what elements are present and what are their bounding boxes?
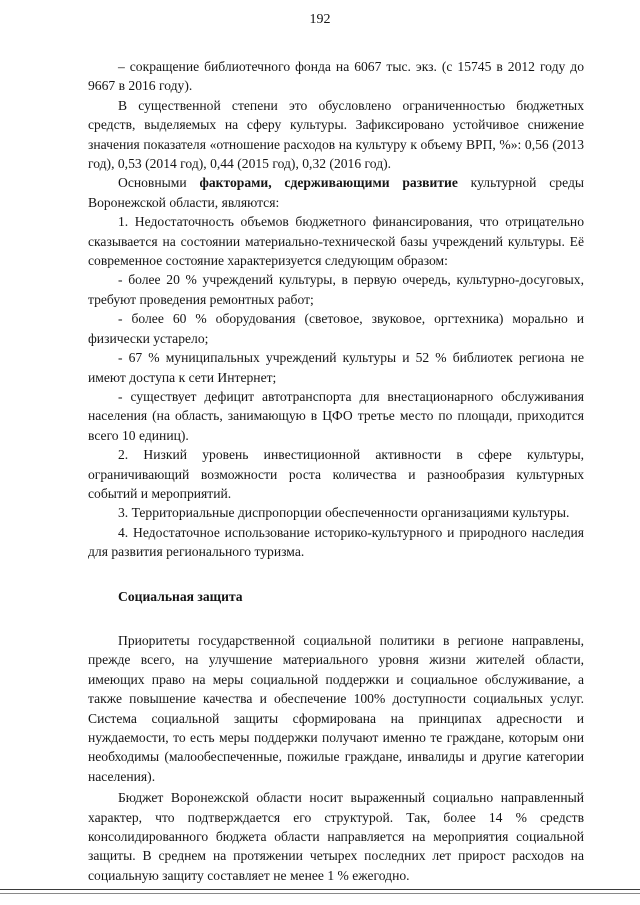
factors-intro-tail: культурной среды Воронежской области, являются: <box>88 175 584 210</box>
factor-1-transport-deficit: - существует дефицит автотранспорта для внестационарного обслуживания населения (на область, занимающую в ЦФО третье место по площади, приходится всего 10 единиц). <box>88 388 584 443</box>
document-body <box>88 57 584 885</box>
page-number: 192 <box>309 12 331 27</box>
library-fund-reduction-item: – сокращение библиотечного фонда на 6067 тыс. экз. (с 15745 в 2012 году до 9667 в 2016 году). <box>88 59 584 94</box>
factors-intro-paragraph <box>88 173 584 212</box>
factor-2-investment-activity: 2. Низкий уровень инвестиционной активности в сфере культуры, ограничивающий возможности роста количества и разнообразия культурных событий и мероприятий. <box>88 447 584 501</box>
factor-1-outdated-equipment: - более 60 % оборудования (световое, звуковое, оргтехника) морально и физически устарело; <box>88 311 584 346</box>
factor-3-territorial-disproportions: 3. Территориальные диспропорции обеспеченности организациями культуры. <box>118 505 570 521</box>
scan-bottom-edge <box>0 889 640 890</box>
social-policy-priorities-paragraph: Приоритеты государственной социальной политики в регионе направлены, прежде всего, на улучшение материального уровня жизни жителей области, имеющих право на меры социальной поддержки и социальное обслуживание, а также повышение качества и обеспечение 100% доступности социальных услуг. Система социальной защиты сформирована на принципах адресности и нуждаемости, то есть меры поддержки получают именно те граждане, которым они необходимы (малообеспеченные, пожилые граждане, инвалиды и другие категории населения). <box>88 632 584 784</box>
social-budget-paragraph: Бюджет Воронежской области носит выраженный социально направленный характер, что подтверждается его структурой. Так, более 14 % средств консолидированного бюджета области направляется на мероприятия социальной защиты. В среднем на протяжении четырех последних лет прирост расходов на социальную защиту составляет не менее 1 % ежегодно. <box>88 790 584 883</box>
factor-1-budget-funding: 1. Недостаточность объемов бюджетного финансирования, что отрицательно сказывается на состоянии материально-технической базы учреждений культуры. Её современное состояние характеризуется следующим образом: <box>88 214 584 269</box>
factor-4-heritage-usage: 4. Недостаточное использование историко-культурного и природного наследия для развития регионального туризма. <box>88 524 584 560</box>
factors-emphasis: факторами, сдерживающими развитие <box>199 175 458 191</box>
factors-intro-text: Основными <box>118 175 200 191</box>
section-heading-social-protection: Социальная защита <box>118 588 243 604</box>
scan-bottom-edge-shadow <box>0 893 640 894</box>
budget-constraint-paragraph: В существенной степени это обусловлено ограниченностью бюджетных средств, выделяемых на сферу культуры. Зафиксировано устойчивое снижение значения показателя «отношение расходов на культуру к объему ВРП, %»: 0,56 (2013 год), 0,53 (2014 год), 0,44 (2015 год), 0,32 (2016 год). <box>88 97 584 172</box>
factor-1-internet-access: - 67 % муниципальных учреждений культуры и 52 % библиотек региона не имеют доступа к сети Интернет; <box>88 350 584 385</box>
factor-1-repair-needs: - более 20 % учреждений культуры, в первую очередь, культурно-досуговых, требуют проведения ремонтных работ; <box>88 272 584 307</box>
